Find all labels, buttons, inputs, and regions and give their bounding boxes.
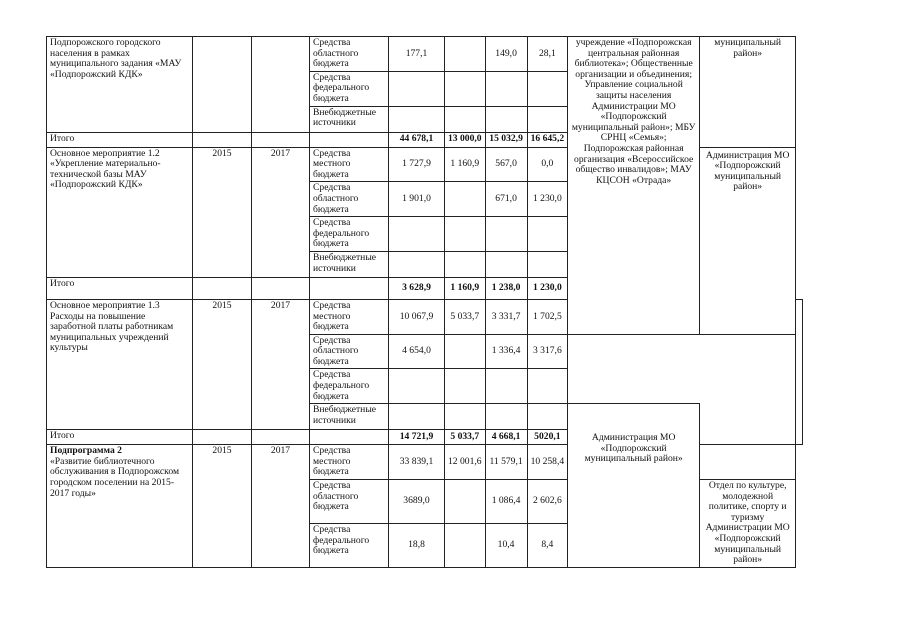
amount-2015: 1 160,9 — [445, 277, 486, 299]
coexecutor-cell — [568, 404, 700, 568]
amount-2016: 3 331,7 — [485, 299, 527, 334]
executor-cell-empty — [700, 445, 796, 480]
source-label: Внебюджетные источники — [310, 106, 389, 132]
amount-2016: 1 336,4 — [485, 334, 527, 369]
coexecutor-text: Администрация МО «Подпорожский муниципальный район» — [705, 149, 790, 193]
source-label: Средства федерального бюджета — [310, 217, 389, 252]
amount-2017: 10 258,4 — [527, 445, 568, 480]
source-label: Средства областного бюджета — [310, 480, 389, 524]
amount-total: 177,1 — [389, 37, 445, 72]
source-label: Средства областного бюджета — [310, 182, 389, 217]
source-label: Средства областного бюджета — [310, 37, 389, 72]
source-label: Внебюджетные источники — [310, 404, 389, 430]
total-label: Итого — [47, 277, 193, 299]
executor-cell-empty — [796, 299, 803, 444]
source-label: Средства местного бюджета — [310, 299, 389, 334]
end-year-cell — [252, 37, 310, 133]
source-label: Внебюджетные источники — [310, 251, 389, 277]
amount-total: 10 067,9 — [389, 299, 445, 334]
start-year: 2015 — [193, 299, 252, 429]
amount-2017: 1 230,0 — [527, 182, 568, 217]
end-year: 2017 — [252, 445, 310, 568]
amount-2015 — [445, 523, 486, 567]
amount-total: 44 678,1 — [389, 132, 445, 147]
amount-2015: 13 000,0 — [445, 132, 486, 147]
amount-2017: 8,4 — [527, 523, 568, 567]
amount-2015: 1 160,9 — [445, 147, 486, 182]
amount-2015 — [445, 37, 486, 72]
source-label: Средства местного бюджета — [310, 147, 389, 182]
amount-2016: 15 032,9 — [485, 132, 527, 147]
total-label: Итого — [47, 132, 193, 147]
executor-cell: Отдел по культуре, молодежной политике, спорту и туризму Администрации МО «Подпорожский муниципальный район» — [700, 480, 796, 568]
amount-2015: 12 001,6 — [445, 445, 486, 480]
amount-2016: 1 238,0 — [485, 277, 527, 299]
amount-2015 — [445, 334, 486, 369]
source-label: Средства федерального бюджета — [310, 523, 389, 567]
measure-title: Основное мероприятие 1.3 Расходы на повышение заработной платы работникам муниципальных учреждений культуры — [47, 299, 193, 429]
source-label: Средства местного бюджета — [310, 445, 389, 480]
amount-2016: 149,0 — [485, 37, 527, 72]
amount-total: 4 654,0 — [389, 334, 445, 369]
table-row — [47, 37, 803, 72]
amount-2016: 10,4 — [485, 523, 527, 567]
amount-2017: 1 702,5 — [527, 299, 568, 334]
amount-2015 — [445, 182, 486, 217]
coexecutor-cell: муниципальный район» — [700, 37, 796, 148]
amount-2017: 1 230,0 — [527, 277, 568, 299]
measure-title: Подпорожского городского населения в рамках муниципального задания «МАУ «Подпорожский КДК» — [47, 37, 193, 133]
measure-title: Основное мероприятие 1.2 «Укрепление материально-технической базы МАУ «Подпорожский КДК» — [47, 147, 193, 277]
amount-2015: 5 033,7 — [445, 299, 486, 334]
amount-total: 1 901,0 — [389, 182, 445, 217]
amount-2017: 16 645,2 — [527, 132, 568, 147]
amount-2015 — [445, 480, 486, 524]
amount-total: 33 839,1 — [389, 445, 445, 480]
start-year: 2015 — [193, 147, 252, 277]
amount-total: 3689,0 — [389, 480, 445, 524]
subprogram-title — [47, 445, 193, 568]
amount-2016: 11 579,1 — [485, 445, 527, 480]
amount-total: 3 628,9 — [389, 277, 445, 299]
amount-2016: 1 086,4 — [485, 480, 527, 524]
coexecutor-text: Администрация МО «Подпорожский муниципальный район» — [584, 432, 683, 465]
source-label: Средства областного бюджета — [310, 334, 389, 369]
amount-total: 14 721,9 — [389, 430, 445, 445]
executors-cell: учреждение «Подпорожская центральная районная библиотека»; Общественные организации и объединения; Управление социальной защиты населения Администрации МО «Подпорожский муниципальный район»; МБУ СРНЦ «Семья»; Подпорожская районная организация «Всероссийское общество инвалидов»; МАУ КЦСОН «Отрада» — [568, 37, 700, 335]
subprogram-name: «Развитие библиотечного обслуживания в Подпорожском городском поселении на 2015-2017 годы» — [50, 455, 180, 499]
amount-2017: 28,1 — [527, 37, 568, 72]
end-year: 2017 — [252, 147, 310, 277]
start-year-cell — [193, 37, 252, 133]
amount-2016: 567,0 — [485, 147, 527, 182]
coexecutor-cell — [700, 147, 796, 334]
amount-2017: 5020,1 — [527, 430, 568, 445]
source-label: Средства федерального бюджета — [310, 71, 389, 106]
amount-2016: 671,0 — [485, 182, 527, 217]
budget-table — [46, 36, 803, 568]
amount-2017: 0,0 — [527, 147, 568, 182]
amount-2017: 2 602,6 — [527, 480, 568, 524]
end-year: 2017 — [252, 299, 310, 429]
amount-2017: 3 317,6 — [527, 334, 568, 369]
amount-total: 1 727,9 — [389, 147, 445, 182]
subprogram-label: Подпрограмма 2 — [50, 445, 122, 457]
amount-total: 18,8 — [389, 523, 445, 567]
amount-2015: 5 033,7 — [445, 430, 486, 445]
source-label: Средства федерального бюджета — [310, 369, 389, 404]
total-label: Итого — [47, 430, 193, 445]
start-year: 2015 — [193, 445, 252, 568]
amount-2016: 4 668,1 — [485, 430, 527, 445]
